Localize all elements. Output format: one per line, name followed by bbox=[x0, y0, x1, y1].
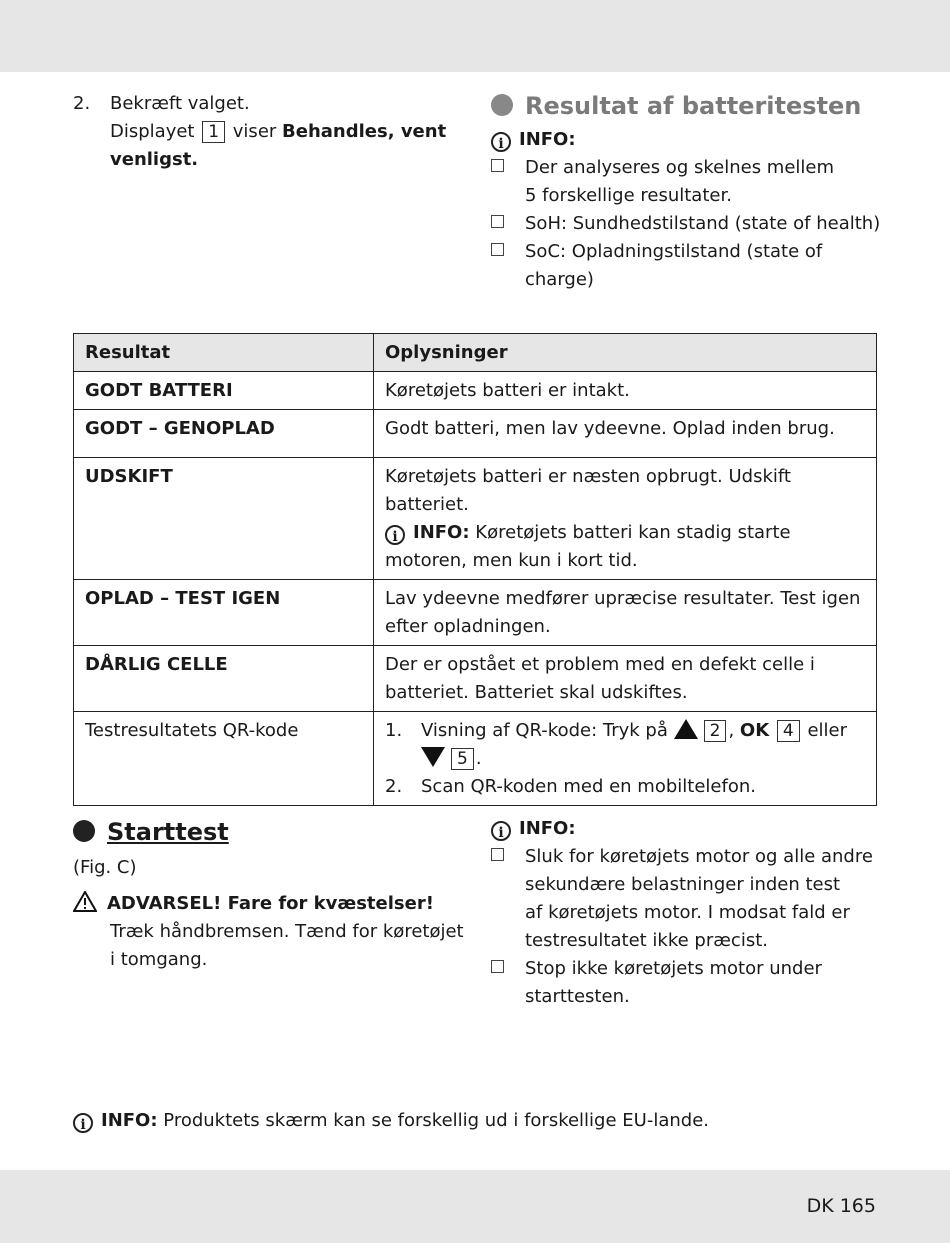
info-cell: Lav ydeevne medfører upræcise resultater. Test igen efter opladningen. bbox=[374, 580, 877, 646]
table-row bbox=[74, 372, 877, 410]
info-cell: Køretøjets batteri er intakt. bbox=[374, 372, 877, 410]
table-header: Resultat bbox=[74, 334, 374, 372]
bullet-dot-icon bbox=[491, 94, 513, 116]
display-ref-box: 1 bbox=[202, 121, 225, 143]
result-cell: Testresultatets QR-kode bbox=[74, 712, 374, 806]
step-bold-1: Behandles, vent bbox=[282, 121, 447, 142]
result-cell: GODT BATTERI bbox=[74, 372, 374, 410]
table-row bbox=[74, 580, 877, 646]
info-bullet: SoH: Sundhedstilstand (state of health) bbox=[491, 210, 891, 238]
info-bullet: SoC: Opladningstilstand (state of charge) bbox=[491, 238, 891, 294]
step-number: 2. bbox=[73, 93, 91, 114]
step-2 bbox=[73, 90, 463, 174]
info-section-right bbox=[491, 815, 891, 1011]
checkbox-square-icon bbox=[491, 215, 504, 228]
info-cell: Køretøjets batteri er næsten opbrugt. Udskift batteriet. i INFO: Køretøjets batteri kan stadig starte motoren, men kun i kort tid. bbox=[374, 458, 877, 580]
warning-triangle-icon bbox=[73, 891, 97, 912]
result-cell: DÅRLIG CELLE bbox=[74, 646, 374, 712]
info-bullet: Der analyseres og skelnes mellem 5 forskellige resultater. bbox=[491, 154, 891, 210]
page-number: DK 165 bbox=[806, 1195, 876, 1217]
table-row bbox=[74, 712, 877, 806]
starttest-heading: Starttest bbox=[73, 816, 473, 848]
info-heading: i INFO: bbox=[491, 126, 891, 154]
step-line-1: Bekræft valget. bbox=[110, 93, 250, 114]
table-row bbox=[74, 410, 877, 458]
checkbox-square-icon bbox=[491, 960, 504, 973]
info-cell: Der er opstået et problem med en defekt celle i batteriet. Batteriet skal udskiftes. bbox=[374, 646, 877, 712]
figure-reference: (Fig. C) bbox=[73, 857, 137, 878]
info-bullet: Sluk for køretøjets motor og alle andre sekundære belastninger inden test af køretøjets motor. I modsat fald er testresultatet ikke præcist. bbox=[491, 843, 891, 955]
info-bullet: Stop ikke køretøjets motor under starttesten. bbox=[491, 955, 891, 1011]
info-icon: i bbox=[491, 132, 511, 152]
result-section bbox=[491, 90, 891, 294]
result-cell: UDSKIFT bbox=[74, 458, 374, 580]
down-arrow-icon bbox=[421, 747, 445, 767]
header-band bbox=[0, 0, 950, 72]
table-row bbox=[74, 458, 877, 580]
checkbox-square-icon bbox=[491, 848, 504, 861]
checkbox-square-icon bbox=[491, 159, 504, 172]
ref-box: 2 bbox=[704, 720, 727, 742]
step-line-2-suffix: viser bbox=[232, 121, 277, 142]
info-icon: i bbox=[73, 1113, 93, 1133]
starttest-section bbox=[73, 816, 473, 974]
info-heading: i INFO: bbox=[491, 815, 891, 843]
warning-title: ADVARSEL! Fare for kvæstelser! bbox=[73, 890, 473, 918]
up-arrow-icon bbox=[674, 719, 698, 739]
warning-text: Træk håndbremsen. Tænd for køretøjet i tomgang. bbox=[110, 921, 464, 970]
table-row bbox=[74, 646, 877, 712]
result-table bbox=[73, 333, 877, 806]
footer-info: i INFO: Produktets skærm kan se forskellig ud i forskellige EU-lande. bbox=[73, 1107, 893, 1135]
info-icon: i bbox=[491, 821, 511, 841]
bullet-dot-icon bbox=[73, 820, 95, 842]
step-bold-2: venligst. bbox=[110, 149, 199, 170]
step-line-2-prefix: Displayet bbox=[110, 121, 195, 142]
table-header-row bbox=[74, 334, 877, 372]
result-heading: Resultat af batteritesten bbox=[491, 90, 891, 122]
checkbox-square-icon bbox=[491, 243, 504, 256]
info-icon: i bbox=[385, 525, 405, 545]
ref-box: 5 bbox=[451, 748, 474, 770]
info-cell: Godt batteri, men lav ydeevne. Oplad inden brug. bbox=[374, 410, 877, 458]
result-cell: GODT – GENOPLAD bbox=[74, 410, 374, 458]
ref-box: 4 bbox=[777, 720, 800, 742]
table-header: Oplysninger bbox=[374, 334, 877, 372]
info-cell: 1. Visning af QR-kode: Tryk på 2 , OK 4 eller 5 . 2. Scan QR-koden med en mobiltelefon. bbox=[374, 712, 877, 806]
result-cell: OPLAD – TEST IGEN bbox=[74, 580, 374, 646]
